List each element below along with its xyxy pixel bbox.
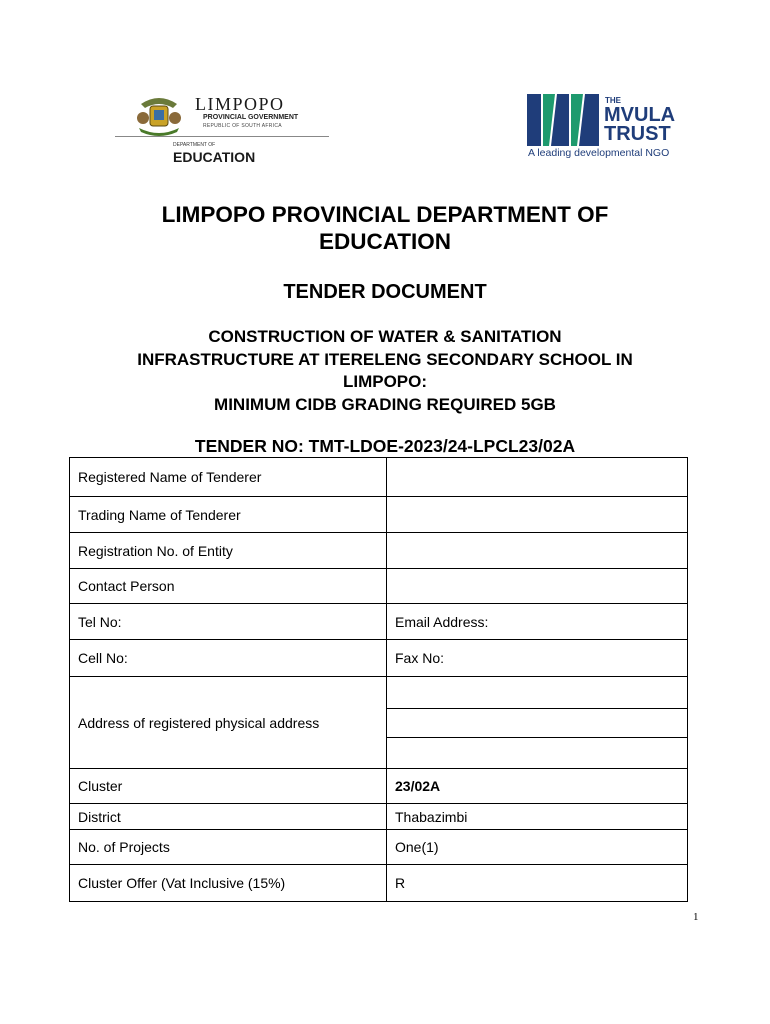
registration-no-label: Registration No. of Entity	[70, 533, 387, 569]
cluster-offer-label: Cluster Offer (Vat Inclusive (15%)	[70, 865, 387, 902]
project-line-1: CONSTRUCTION OF WATER & SANITATION	[208, 327, 562, 346]
projects-label: No. of Projects	[70, 830, 387, 865]
table-row	[70, 569, 688, 604]
mvula-the-text: THE	[605, 96, 621, 105]
project-line-3: LIMPOPO:	[342, 372, 428, 391]
table-row	[70, 497, 688, 533]
table-row	[70, 830, 688, 865]
address-line-2-field[interactable]	[387, 709, 688, 738]
project-description	[60, 326, 710, 416]
document-title	[60, 201, 710, 255]
table-row	[70, 604, 688, 640]
registration-no-field[interactable]	[387, 533, 688, 569]
table-row	[70, 804, 688, 830]
table-row	[70, 769, 688, 804]
contact-person-label: Contact Person	[70, 569, 387, 604]
mvula-trust-logo	[527, 94, 697, 164]
provincial-government-text: PROVINCIAL GOVERNMENT	[203, 114, 299, 121]
mvula-bars-icon	[527, 94, 599, 146]
cluster-value: 23/02A	[387, 769, 688, 804]
tenderer-details-table	[69, 457, 688, 902]
contact-person-field[interactable]	[387, 569, 688, 604]
registered-name-field[interactable]	[387, 458, 688, 497]
table-row	[70, 640, 688, 677]
table-row	[70, 533, 688, 569]
cluster-offer-field[interactable]: R	[387, 865, 688, 902]
trading-name-field[interactable]	[387, 497, 688, 533]
project-line-2: INFRASTRUCTURE AT ITERELENG SECONDARY SCHOOL IN	[137, 349, 633, 369]
cluster-label: Cluster	[70, 769, 387, 804]
table-row	[70, 677, 688, 709]
tender-document-heading: TENDER DOCUMENT	[283, 281, 487, 303]
coat-of-arms-icon	[135, 94, 183, 136]
logo-divider	[115, 136, 329, 137]
address-label: Address of registered physical address	[70, 677, 387, 769]
table-row	[70, 865, 688, 902]
email-address-field[interactable]: Email Address:	[387, 604, 688, 640]
registered-name-label: Registered Name of Tenderer	[70, 458, 387, 497]
mvula-text: MVULA	[604, 104, 676, 126]
mvula-tagline: A leading developmental NGO	[528, 147, 670, 159]
title-line-2: EDUCATION	[318, 229, 452, 254]
address-line-3-field[interactable]	[387, 738, 688, 769]
table-row	[70, 458, 688, 497]
republic-text: REPUBLIC OF SOUTH AFRICA	[203, 123, 282, 129]
fax-no-field[interactable]: Fax No:	[387, 640, 688, 677]
title-line-1: LIMPOPO PROVINCIAL DEPARTMENT OF	[161, 202, 609, 227]
tel-no-field[interactable]: Tel No:	[70, 604, 387, 640]
address-line-1-field[interactable]	[387, 677, 688, 709]
district-label: District	[70, 804, 387, 830]
department-of-text: DEPARTMENT OF	[173, 142, 216, 148]
cell-no-field[interactable]: Cell No:	[70, 640, 387, 677]
page-number: 1	[693, 911, 699, 923]
trust-text: TRUST	[604, 123, 671, 145]
tender-number: TENDER NO: TMT-LDOE-2023/24-LPCL23/02A	[194, 436, 576, 456]
district-value: Thabazimbi	[387, 804, 688, 830]
project-line-4: MINIMUM CIDB GRADING REQUIRED 5GB	[214, 394, 556, 414]
limpopo-wordmark: LIMPOPO	[195, 94, 285, 114]
limpopo-education-logo	[115, 92, 335, 170]
trading-name-label: Trading Name of Tenderer	[70, 497, 387, 533]
projects-value: One(1)	[387, 830, 688, 865]
education-text: EDUCATION	[173, 149, 256, 165]
